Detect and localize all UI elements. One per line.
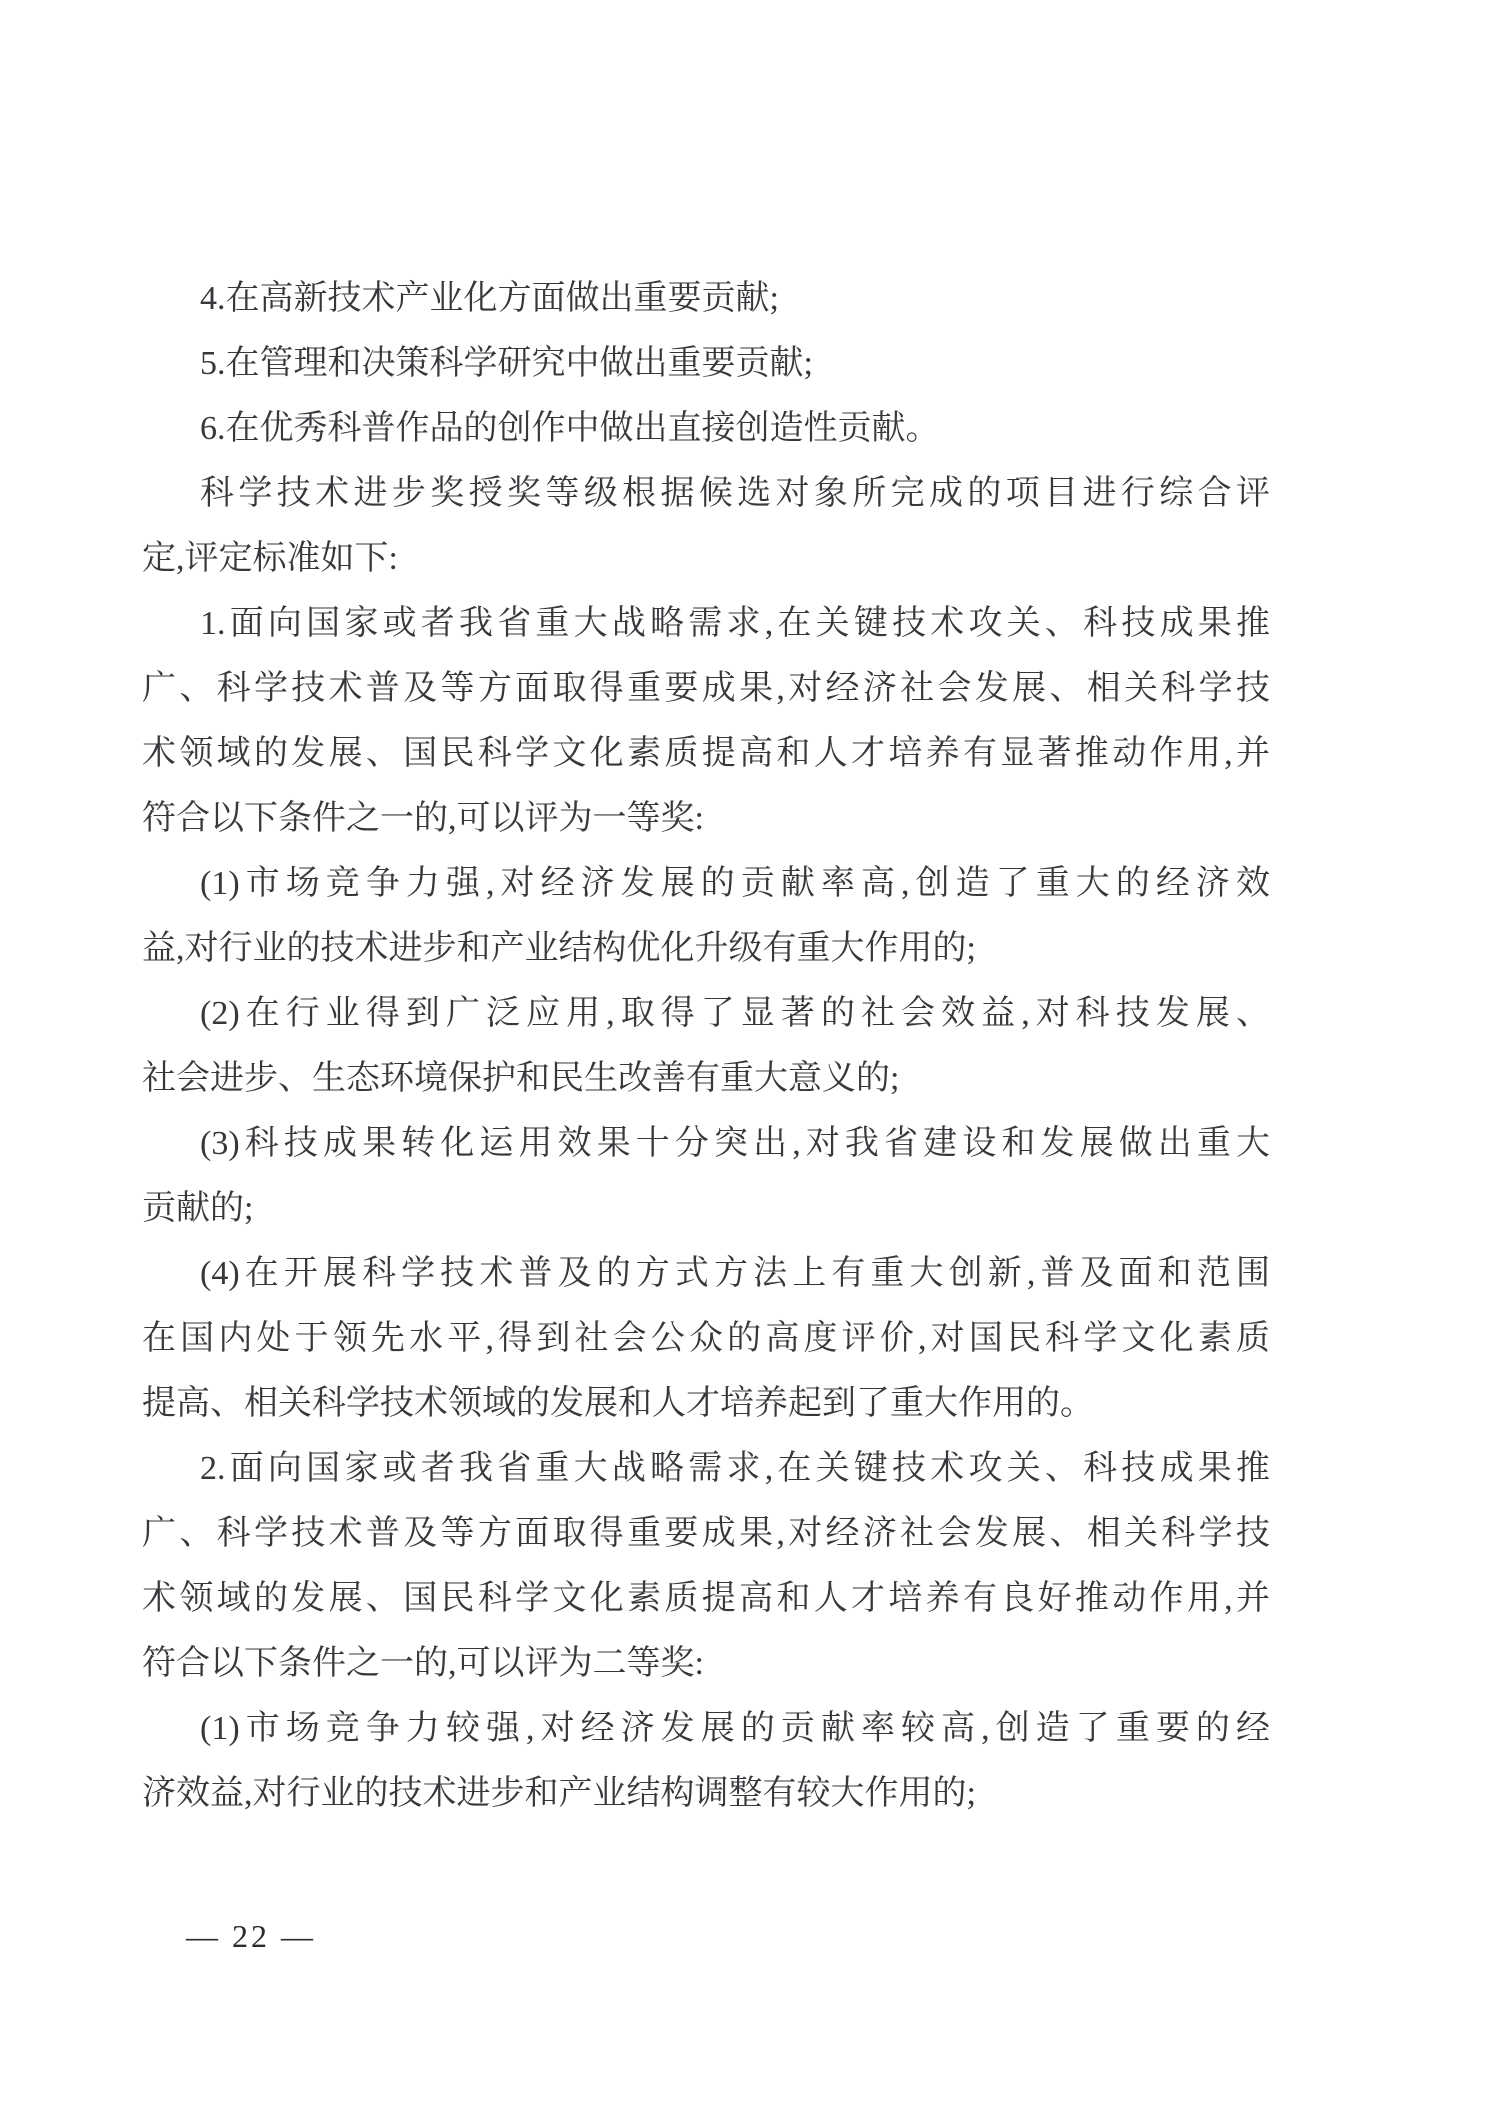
text-line: 2.面向国家或者我省重大战略需求,在关键技术攻关、科技成果推 [200,1450,1270,1487]
text-line: 定,评定标准如下: [142,540,398,577]
text-line: 1.面向国家或者我省重大战略需求,在关键技术攻关、科技成果推 [200,605,1270,642]
text-line: 提高、相关科学技术领域的发展和人才培养起到了重大作用的。 [142,1385,1094,1422]
paragraph [142,266,1270,331]
document-body [142,266,1270,1826]
text-line: 广、科学技术普及等方面取得重要成果,对经济社会发展、相关科学技 [142,1515,1270,1552]
text-line: 6.在优秀科普作品的创作中做出直接创造性贡献。 [200,410,940,447]
text-line: 科学技术进步奖授奖等级根据候选对象所完成的项目进行综合评 [200,475,1270,512]
text-line: (2)在行业得到广泛应用,取得了显著的社会效益,对科技发展、 [200,995,1270,1032]
text-line: 符合以下条件之一的,可以评为一等奖: [142,800,704,837]
paragraph [142,591,1270,851]
text-line: 广、科学技术普及等方面取得重要成果,对经济社会发展、相关科学技 [142,670,1270,707]
text-line: (3)科技成果转化运用效果十分突出,对我省建设和发展做出重大 [200,1125,1270,1162]
text-line: 4.在高新技术产业化方面做出重要贡献; [200,280,779,317]
text-line: (1)市场竞争力较强,对经济发展的贡献率较高,创造了重要的经 [200,1710,1270,1747]
text-line: (1)市场竞争力强,对经济发展的贡献率高,创造了重大的经济效 [200,865,1270,902]
text-line: 术领域的发展、国民科学文化素质提高和人才培养有良好推动作用,并 [142,1580,1270,1617]
page-footer [186,1916,316,1956]
paragraph [142,1436,1270,1696]
paragraph [142,1111,1270,1241]
paragraph [142,1696,1270,1826]
text-line: 5.在管理和决策科学研究中做出重要贡献; [200,345,813,382]
text-line: 济效益,对行业的技术进步和产业结构调整有较大作用的; [142,1775,976,1812]
paragraph [142,981,1270,1111]
paragraph [142,851,1270,981]
page-number: — 22 — [186,1918,316,1954]
text-line: 术领域的发展、国民科学文化素质提高和人才培养有显著推动作用,并 [142,735,1270,772]
text-line: 在国内处于领先水平,得到社会公众的高度评价,对国民科学文化素质 [142,1320,1270,1357]
paragraph [142,1241,1270,1436]
text-line: (4)在开展科学技术普及的方式方法上有重大创新,普及面和范围 [200,1255,1270,1292]
text-line: 社会进步、生态环境保护和民生改善有重大意义的; [142,1060,900,1097]
paragraph [142,331,1270,396]
text-line: 符合以下条件之一的,可以评为二等奖: [142,1645,704,1682]
paragraph [142,461,1270,591]
text-line: 益,对行业的技术进步和产业结构优化升级有重大作用的; [142,930,976,967]
text-line: 贡献的; [142,1190,254,1227]
paragraph [142,396,1270,461]
